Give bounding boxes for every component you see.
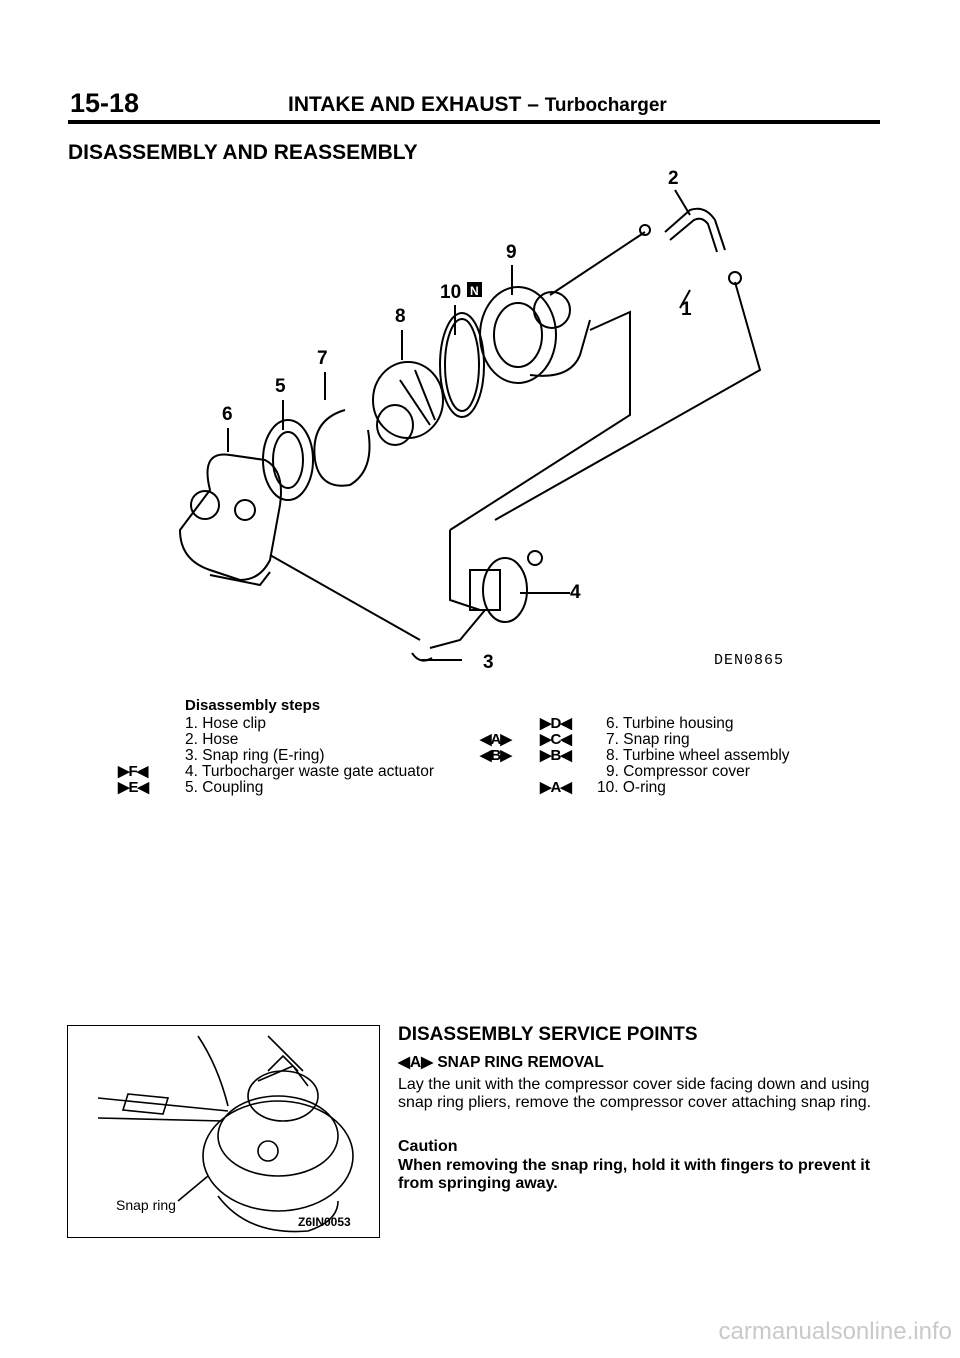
steps-list-left <box>185 716 434 796</box>
header-subsection: Turbocharger <box>544 95 667 116</box>
callout-4: 4 <box>570 582 581 603</box>
list-item: 8. Turbine wheel assembly <box>606 747 790 764</box>
callout-10: 10 <box>440 282 462 303</box>
callout-6: 6 <box>222 404 233 425</box>
callout-9: 9 <box>506 242 517 263</box>
inset-code: Z6IN0053 <box>298 1215 351 1229</box>
marker-e: ▶E◀ <box>118 779 149 796</box>
turbocharger-exploded-diagram <box>150 160 810 680</box>
snap-ring-removal-text: Lay the unit with the compressor cover side facing down and using snap ring pliers, remove the compressor cover attaching snap ring. <box>398 1076 872 1111</box>
callout-1: 1 <box>681 299 692 320</box>
watermark: carmanualsonline.info <box>718 1318 952 1345</box>
callout-2: 2 <box>668 168 679 189</box>
list-item: 3. Snap ring (E-ring) <box>185 747 325 764</box>
caution-label: Caution <box>398 1138 458 1155</box>
list-item: 2. Hose <box>185 731 239 748</box>
list-item: 5. Coupling <box>185 779 264 796</box>
page-number: 15-18 <box>70 88 140 118</box>
marker-a-disassembly: ◀A▶ <box>480 731 511 748</box>
figure-code: DEN0865 <box>714 652 785 669</box>
marker-b-disassembly: ◀B▶ <box>480 747 511 764</box>
list-item: 7. Snap ring <box>606 731 690 748</box>
markers-reassembly <box>540 716 571 796</box>
callout-8: 8 <box>395 306 406 327</box>
list-item: 4. Turbocharger waste gate actuator <box>185 763 435 780</box>
header-dash: – <box>527 93 539 116</box>
markers-disassembly <box>480 732 511 764</box>
marker-d: ▶D◀ <box>540 715 571 732</box>
list-item: 6. Turbine housing <box>606 715 734 732</box>
replace-mark-text: N <box>470 284 479 298</box>
marker-blank <box>540 764 571 780</box>
service-points-title: DISASSEMBLY SERVICE POINTS <box>398 1024 698 1045</box>
list-item: 9. Compressor cover <box>606 763 750 780</box>
snap-ring-pliers-illustration <box>68 1026 378 1236</box>
header-section: INTAKE AND EXHAUST <box>288 93 522 116</box>
marker-f: ▶F◀ <box>118 763 148 780</box>
snap-ring-removal-title: ◀A▶ SNAP RING REMOVAL <box>398 1054 604 1071</box>
steps-title: Disassembly steps <box>185 697 321 714</box>
callout-3: 3 <box>483 652 494 673</box>
steps-list-right <box>597 715 790 796</box>
marker-c: ▶C◀ <box>540 731 571 748</box>
marker-a: ▶A◀ <box>540 779 571 796</box>
section-title: DISASSEMBLY AND REASSEMBLY <box>68 141 418 164</box>
inset-caption: Snap ring <box>116 1197 176 1213</box>
callout-5: 5 <box>275 376 286 397</box>
header-rule <box>68 120 880 124</box>
markers-left <box>118 764 148 796</box>
snap-ring-inset <box>67 1025 380 1238</box>
marker-b: ▶B◀ <box>540 747 571 764</box>
caution-text: When removing the snap ring, hold it with fingers to prevent it from springing away. <box>398 1157 871 1192</box>
list-item: 10. O-ring <box>597 779 666 796</box>
list-item: 1. Hose clip <box>185 715 266 732</box>
page-header <box>288 93 667 117</box>
callout-7: 7 <box>317 348 328 369</box>
